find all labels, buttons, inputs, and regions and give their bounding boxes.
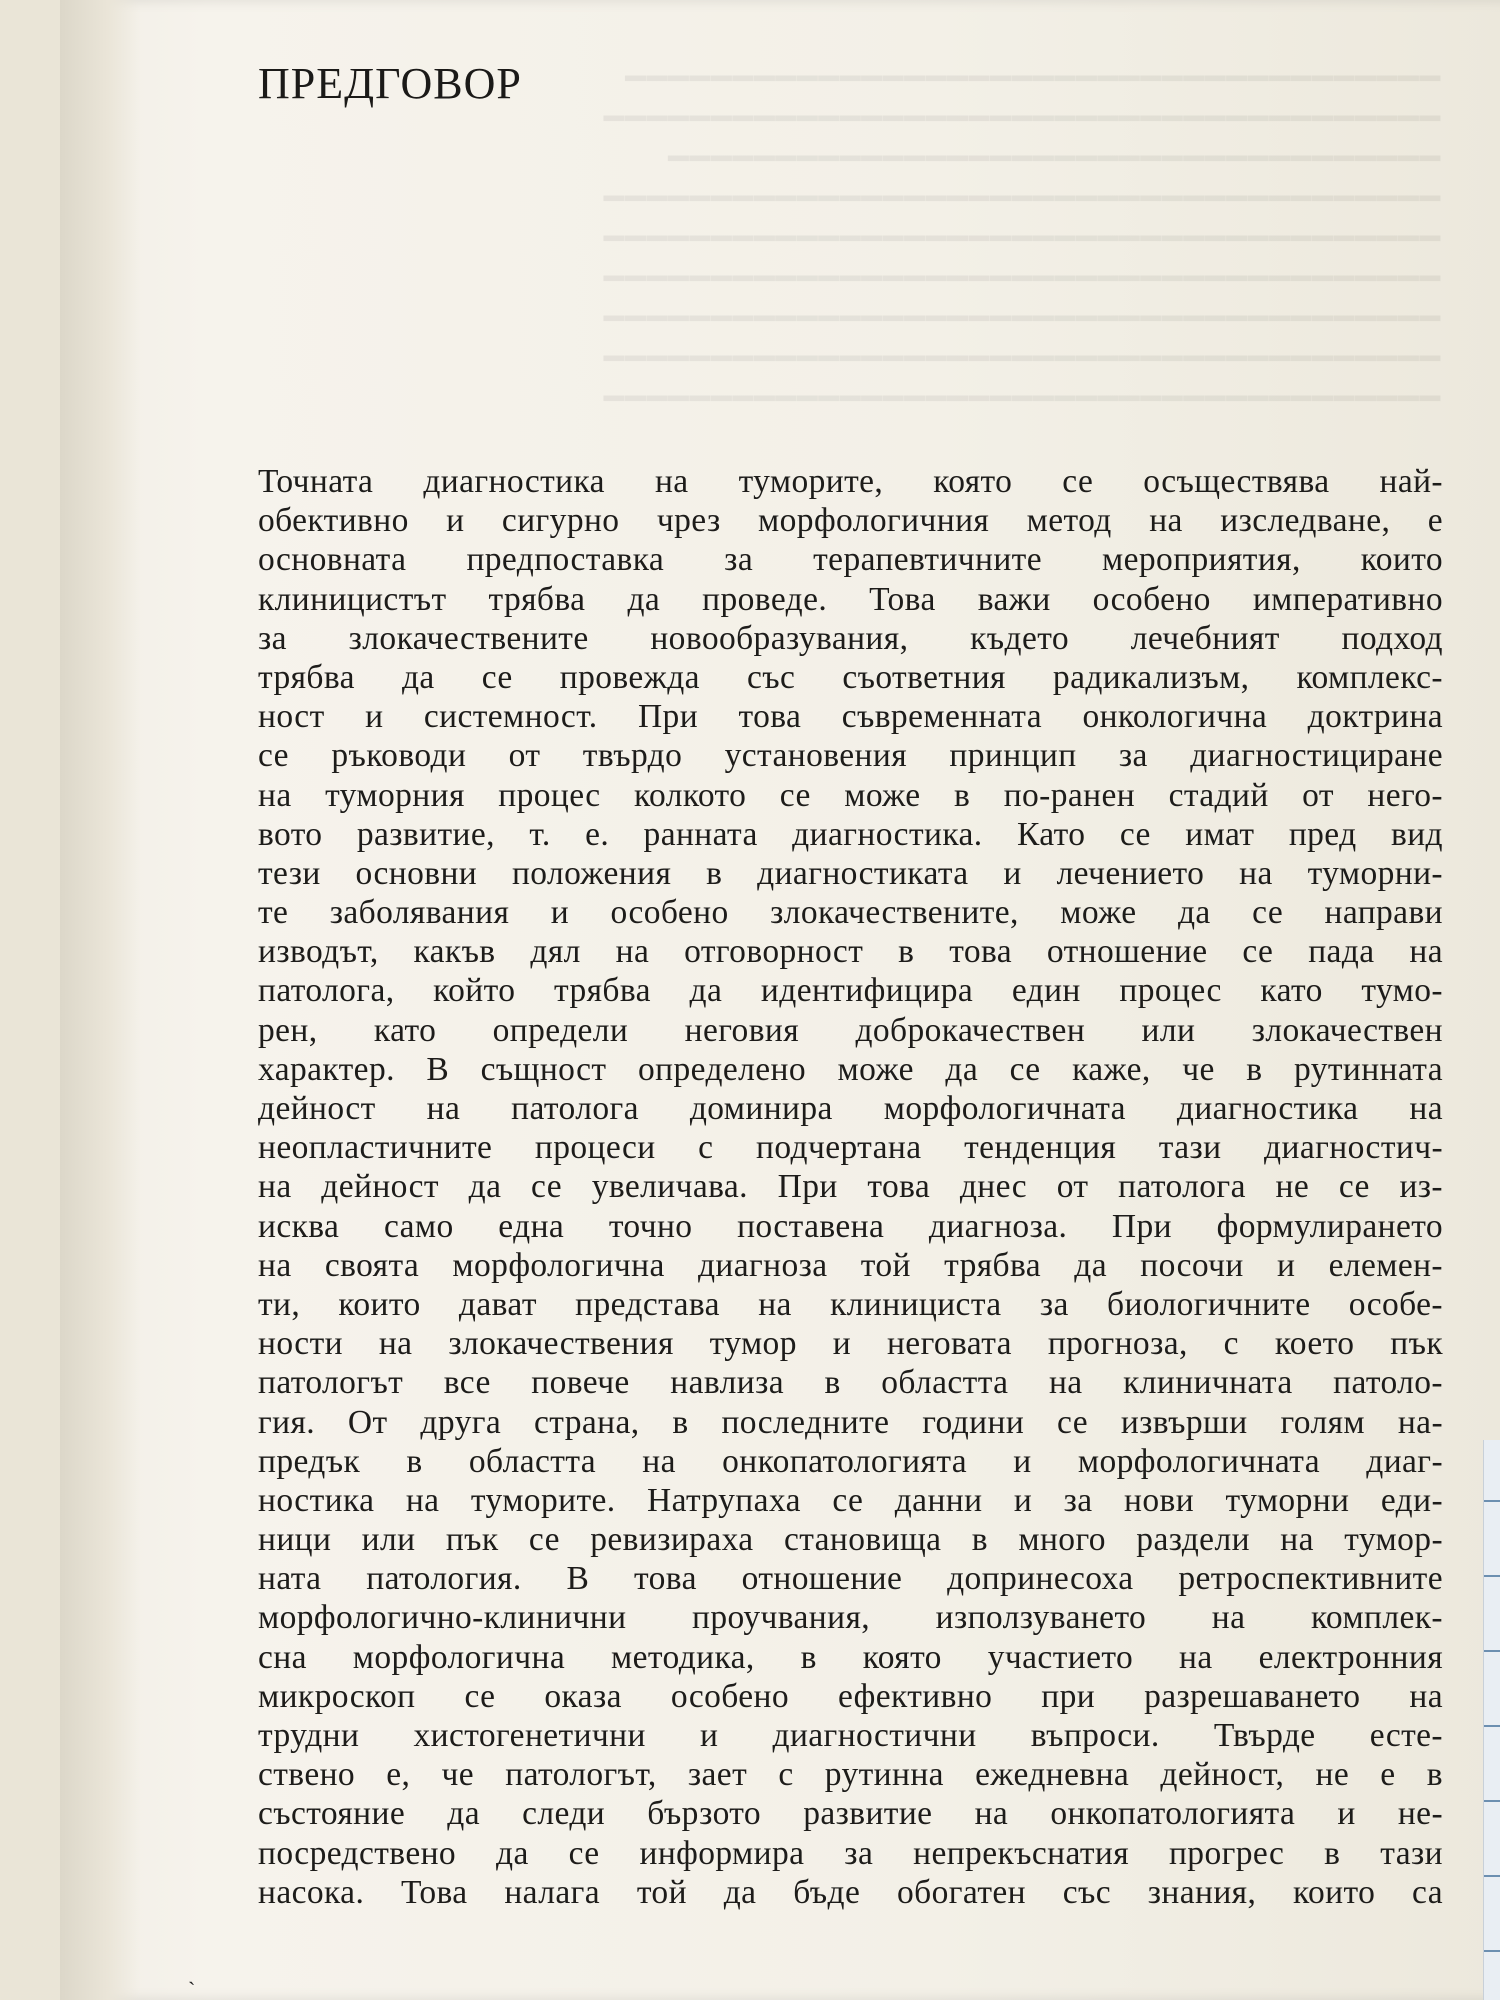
notebook-rule	[1484, 1950, 1500, 1952]
text-line: характер. В същност определено може да се каже, че в рутинната	[258, 1050, 1443, 1088]
text-line: ници или пък се ревизираха становища в много раздели на тумор-	[258, 1521, 1443, 1559]
text-line: основната предпоставка за терапевтичните мероприятия, които	[258, 541, 1443, 579]
preface-body	[258, 462, 1443, 1912]
text-line: трябва да се провежда със съответния радикализъм, комплекс-	[258, 658, 1443, 696]
text-line: изводът, какъв дял на отговорност в това отношение се пада на	[258, 933, 1443, 971]
text-line: ната патология. В това отношение допринесоха ретроспективните	[258, 1560, 1443, 1598]
text-line: микроскоп се оказа особено ефективно при разрешаването на	[258, 1677, 1443, 1715]
text-line: трудни хистогенетични и диагностични въпроси. Твърде есте-	[258, 1717, 1443, 1754]
page-title: ПРЕДГОВОР	[258, 59, 522, 108]
text-line: насока. Това налага той да бъде обогатен със знания, които са	[258, 1873, 1443, 1911]
text-line: ност и системност. При това съвременната онкологична доктрина	[258, 698, 1443, 736]
text-line: морфологично-клинични проучвания, използуването на комплек-	[258, 1599, 1443, 1637]
text-line: състояние да следи бързото развитие на онкопатологията и не-	[258, 1795, 1443, 1833]
text-line: ности на злокачествения тумор и неговата прогноза, с което пък	[258, 1325, 1443, 1363]
text-line: Точната диагностика на туморите, която се осъществява най-	[258, 463, 1443, 500]
notebook-rule	[1484, 1650, 1500, 1652]
text-line: ностика на туморите. Натрупаха се данни и за нови туморни еди-	[258, 1481, 1443, 1519]
text-line: патологът все повече навлиза в областта на клиничната патоло-	[258, 1364, 1443, 1402]
text-line: тези основни положения в диагностиката и лечението на туморни-	[258, 854, 1443, 892]
notebook-edge	[1483, 1440, 1500, 2000]
book-page	[60, 0, 1500, 2000]
text-line: те заболявания и особено злокачествените, може да се направи	[258, 894, 1443, 932]
text-line: предък в областта на онкопатологията и морфологичната диаг-	[258, 1442, 1443, 1480]
text-line: сна морфологична методика, в която участието на електронния	[258, 1638, 1443, 1676]
text-line: гия. От друга страна, в последните години се извърши голям на-	[258, 1403, 1443, 1441]
text-line: клиницистът трябва да проведе. Това важи особено императивно	[258, 580, 1443, 618]
text-line: обективно и сигурно чрез морфологичния метод на изследване, е	[258, 502, 1443, 540]
text-line: на дейност да се увеличава. При това днес от патолога не се из-	[258, 1168, 1443, 1206]
text-line: за злокачествените новообразувания, където лечебният подход	[258, 619, 1443, 657]
notebook-rule	[1484, 1875, 1500, 1877]
text-line: рен, като определи неговия доброкачествен или злокачествен	[258, 1011, 1443, 1049]
notebook-rule	[1484, 1800, 1500, 1802]
text-line: ствено е, че патологът, зает с рутинна ежедневна дейност, не е в	[258, 1756, 1443, 1794]
notebook-rule	[1484, 1725, 1500, 1727]
text-line: неопластичните процеси с подчертана тенденция тази диагностич-	[258, 1129, 1443, 1167]
show-through-text: ━━━━━━━━━━━━━━━━━━━━━━━━━━━━━━━━━━━━━━ ━━━━━━━━━━━━━━━━━━━━━━━━━━━━━━━━━━━━━━━ ━━━━━━━━━━━━━━━━━━━━━━━━━━━━━━━━━━━━ ━━━━━━━━━━━━━━━━━━━━━━━━━━━━━━━━━━━━━━━ ━━━━━━━━━━━━━━━━━━━━━━━━━━━━━━━━━━━━━━━ ━━━━━━━━━━━━━━━━━━━━━━━━━━━━━━━━━━━━━━━ ━━━━━━━━━━━━━━━━━━━━━━━━━━━━━━━━━━━━━━━ ━━━━━━━━━━━━━━━━━━━━━━━━━━━━━━━━━━━━━━━ ━━━━━━━━━━━━━━━━━━━━━━━━━━━━━━━━━━━━━━━	[602, 61, 1440, 418]
text-line: ти, които дават представа на клинициста за биологичните особе-	[258, 1285, 1443, 1323]
notebook-rule	[1484, 1575, 1500, 1577]
text-line: исква само една точно поставена диагноза. При формулирането	[258, 1207, 1443, 1245]
text-line: патолога, който трябва да идентифицира един процес като тумо-	[258, 972, 1443, 1010]
ink-speck: ˏ	[188, 1960, 196, 1985]
notebook-rule	[1484, 1500, 1500, 1502]
text-line: на своята морфологична диагноза той трябва да посочи и елемен-	[258, 1246, 1443, 1284]
text-line: дейност на патолога доминира морфологичната диагностика на	[258, 1090, 1443, 1127]
page-gutter-shadow	[60, 0, 140, 2000]
text-line: вото развитие, т. е. ранната диагностика. Като се имат пред вид	[258, 815, 1443, 853]
text-line: посредствено да се информира за непрекъснатия прогрес в тази	[258, 1834, 1443, 1872]
text-line: се ръководи от твърдо установения принцип за диагностициране	[258, 737, 1443, 775]
text-line: на туморния процес колкото се може в по-ранен стадий от него-	[258, 776, 1443, 814]
